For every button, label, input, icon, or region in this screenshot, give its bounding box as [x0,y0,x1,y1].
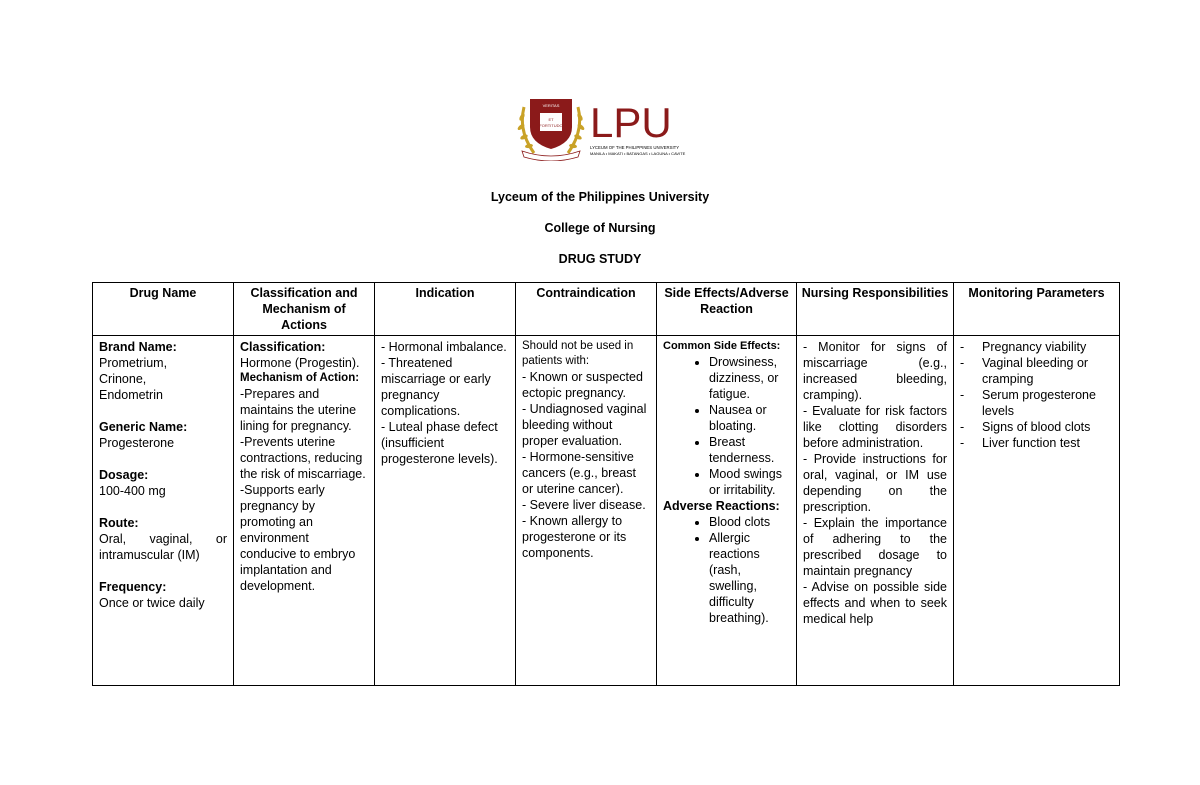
classification-value: Hormone (Progestin). [240,356,360,370]
moa-item: -Prepares and maintains the uterine lining for pregnancy. [240,387,357,433]
logo-tagline-1: LYCEUM OF THE PHILIPPINES UNIVERSITY [590,145,680,150]
contraindication-item: - Hormone-sensitive cancers (e.g., breast or uterine cancer). [522,450,636,496]
contraindication-item: - Severe liver disease. [522,498,646,512]
dosage-label: Dosage: [99,468,149,482]
contraindication-item: - Undiagnosed vaginal bleeding without proper evaluation. [522,402,647,448]
nursing-item: - Advise on possible side effects and when to seek medical help [803,580,947,626]
indication-cell [375,336,516,686]
document-title: DRUG STUDY [558,252,642,266]
brand-name-label: Brand Name: [99,340,177,354]
frequency-label: Frequency: [99,580,167,594]
lpu-seal-icon [516,97,688,161]
list-item: - Vaginal bleeding or cramping [960,355,1113,387]
nursing-cell [797,336,954,686]
university-logo [516,97,688,161]
route-label: Route: [99,516,139,530]
header-monitoring: Monitoring Parameters [954,283,1120,336]
nursing-item: - Provide instructions for oral, vaginal, or IM use depending on the prescription. [803,452,947,514]
generic-name-label: Generic Name: [99,420,188,434]
classification-cell [234,336,375,686]
nursing-item: - Explain the importance of adhering to the prescribed dosage to maintain pregnancy [803,516,947,578]
drug-study-table [92,282,1120,686]
monitoring-cell [954,336,1120,686]
monitoring-list [960,339,1113,451]
contraindication-intro: Should not be used in patients with: [522,340,634,367]
nursing-item: - Monitor for signs of miscarriage (e.g., increased bleeding, cramping). [803,340,947,402]
logo-tagline-2: MANILA • MAKATI • BATANGAS • LAGUNA • CAVITE [590,151,686,156]
contraindication-item: - Known or suspected ectopic pregnancy. [522,370,643,400]
list-item: • Breast tenderness. [709,434,792,466]
list-item: - Serum progesterone levels [960,387,1113,419]
common-side-effects-label: Common Side Effects: [663,340,781,352]
drug-name-cell [93,336,234,686]
header-nursing: Nursing Responsibilities [797,283,954,336]
table-row [93,336,1120,686]
svg-text:ET: ET [548,117,554,122]
list-item: - Signs of blood clots [960,419,1113,435]
adverse-reactions-label: Adverse Reactions: [663,499,780,513]
list-item: - Pregnancy viability [960,339,1113,355]
side-effects-cell [657,336,797,686]
svg-text:FORTITUDO: FORTITUDO [539,123,563,128]
moa-item: -Supports early pregnancy by promoting an environment conducive to embryo implantation and development. [240,483,356,593]
lpu-wordmark: LPU [590,99,672,146]
svg-text:VERITAS: VERITAS [542,103,560,108]
generic-name-value: Progesterone [99,436,175,450]
brand-name-value: Prometrium, Crinone, Endometrin [99,356,168,402]
indication-item: - Hormonal imbalance. [381,340,507,354]
list-item: • Blood clots [709,514,792,530]
header-contraindication: Contraindication [516,283,657,336]
contraindication-item: - Known allergy to progesterone or its components. [522,514,627,560]
list-item: • Drowsiness, dizziness, or fatigue. [709,354,792,402]
header-drug-name: Drug Name [93,283,234,336]
adverse-reactions-list [663,514,792,626]
college-name: College of Nursing [544,221,656,235]
list-item: • Allergic reactions (rash, swelling, difficulty breathing). [709,530,792,626]
header-side-effects: Side Effects/Adverse Reaction [657,283,797,336]
route-value: Oral, vaginal, or intramuscular (IM) [99,532,227,562]
list-item: • Mood swings or irritability. [709,466,792,498]
indication-item: - Threatened miscarriage or early pregnancy complications. [381,356,491,418]
table-header-row [93,283,1120,336]
list-item: - Liver function test [960,435,1113,451]
moa-label: Mechanism of Action: [240,372,360,384]
nursing-item: - Evaluate for risk factors like clotting disorders before administration. [803,404,947,450]
header-classification: Classification and Mechanism of Actions [234,283,375,336]
header-indication: Indication [375,283,516,336]
university-name: Lyceum of the Philippines University [490,190,710,204]
classification-label: Classification: [240,340,326,354]
frequency-value: Once or twice daily [99,596,205,610]
contraindication-cell [516,336,657,686]
list-item: • Nausea or bloating. [709,402,792,434]
moa-item: -Prevents uterine contractions, reducing the risk of miscarriage. [240,435,366,481]
indication-item: - Luteal phase defect (insufficient progesterone levels). [381,420,498,466]
dosage-value: 100-400 mg [99,484,166,498]
common-side-effects-list [663,354,792,498]
